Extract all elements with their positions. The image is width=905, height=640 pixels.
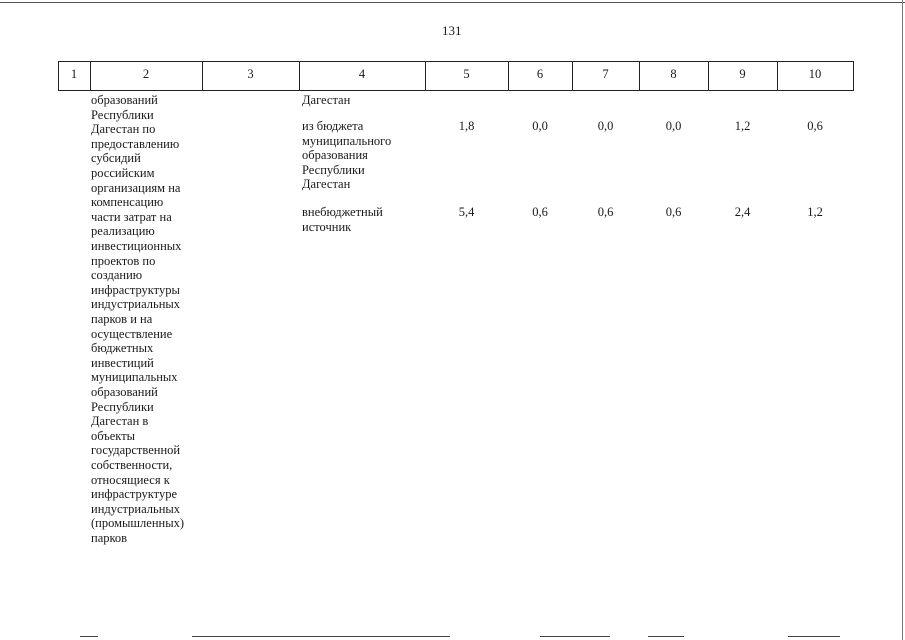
text-line: индустриальных	[91, 297, 181, 312]
header-col-4: 4	[358, 67, 366, 81]
text-line: российским	[91, 166, 155, 180]
value-col-6: 0,6	[532, 205, 548, 219]
value-col-5: 1,8	[458, 119, 475, 133]
text-line: парков	[91, 531, 128, 545]
page-number: 131	[442, 23, 462, 38]
text-line: инвестиций	[91, 355, 154, 370]
text-line: собственности,	[91, 458, 173, 472]
text-line: осуществление	[91, 326, 173, 341]
text-line: реализацию	[91, 224, 155, 239]
text-line: Республики	[91, 107, 154, 122]
value-col-10: 0,6	[807, 119, 823, 133]
scan-artifact-line	[648, 636, 684, 637]
text-line: проектов по	[91, 253, 156, 268]
funding-source: образования	[302, 148, 368, 163]
text-line: предоставлению	[91, 136, 180, 151]
header-col-7: 7	[602, 67, 609, 81]
text-line: относящиеся к	[91, 472, 170, 487]
funding-source: из бюджета	[302, 119, 364, 133]
header-col-5: 5	[463, 67, 470, 81]
text-line: образований	[91, 93, 158, 107]
text-line: муниципальных	[91, 370, 178, 385]
funding-source: Дагестан	[302, 177, 351, 192]
text-line: компенсацию	[91, 195, 164, 210]
value-col-9: 2,4	[734, 205, 751, 219]
text-line: инвестиционных	[91, 239, 182, 253]
text-line: образований	[91, 385, 158, 399]
value-col-8: 0,6	[665, 205, 682, 219]
text-line: созданию	[91, 268, 143, 283]
value-col-7: 0,0	[597, 119, 614, 133]
text-line: Дагестан по	[91, 122, 156, 137]
funding-source: Республики	[302, 162, 365, 177]
header-col-1: 1	[70, 67, 78, 81]
value-col-8: 0,0	[665, 119, 682, 133]
scan-right-edge	[902, 0, 903, 640]
scan-top-edge	[0, 2, 905, 3]
header-col-9: 9	[739, 67, 746, 81]
text-line: организациям на	[91, 180, 181, 195]
text-line: Республики	[91, 399, 154, 414]
funding-source: источник	[302, 219, 352, 234]
value-col-5: 5,4	[458, 205, 475, 219]
text-line: объекты	[91, 428, 136, 443]
header-divider	[853, 61, 854, 90]
scan-artifact-line	[192, 636, 450, 637]
text-line: части затрат на	[91, 209, 172, 224]
value-col-10: 1,2	[807, 205, 823, 219]
text-line: инфраструктуры	[91, 282, 180, 297]
header-col-2: 2	[142, 67, 150, 81]
funding-source: муниципального	[302, 133, 392, 148]
value-col-6: 0,0	[532, 119, 548, 133]
header-col-10: 10	[808, 67, 822, 81]
text-line: государственной	[91, 443, 181, 458]
header-col-3: 3	[247, 67, 254, 81]
header-col-6: 6	[536, 67, 544, 81]
value-col-7: 0,6	[597, 205, 614, 219]
text-line: Дагестан в	[91, 414, 149, 429]
funding-source: внебюджетный	[302, 205, 383, 219]
scan-artifact-line	[80, 636, 98, 637]
value-col-9: 1,2	[734, 119, 751, 133]
text-line: субсидий	[91, 151, 141, 166]
scan-artifact-line	[788, 636, 840, 637]
header-col-8: 8	[670, 67, 677, 81]
text-line: парков и на	[91, 312, 153, 326]
funding-source: Дагестан	[302, 93, 351, 107]
text-line: (промышленных)	[91, 516, 185, 531]
scan-artifact-line	[540, 636, 610, 637]
text-line: индустриальных	[91, 501, 181, 516]
text-line: инфраструктуре	[91, 487, 178, 502]
text-line: бюджетных	[91, 341, 154, 356]
